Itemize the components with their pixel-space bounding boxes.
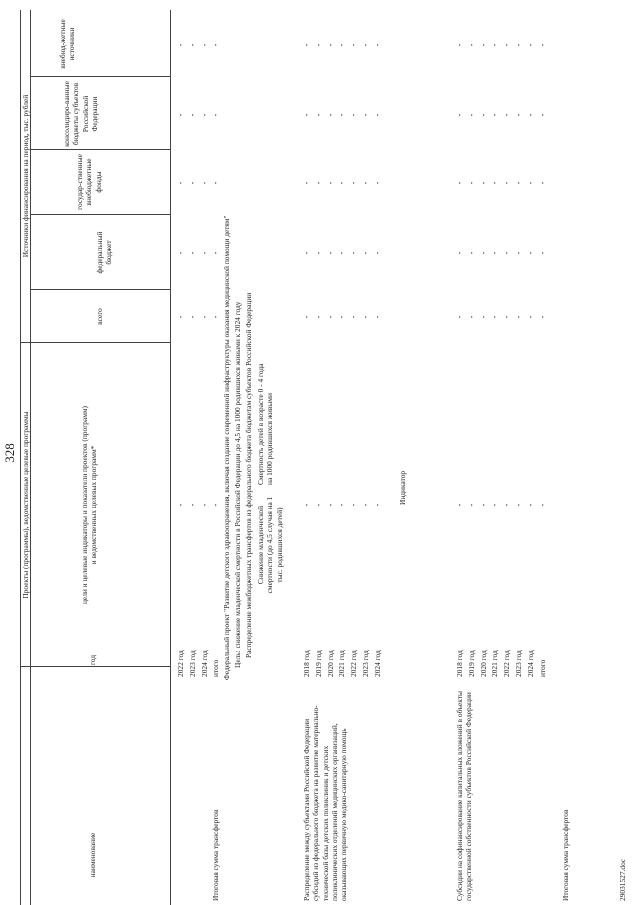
value-dash: - bbox=[490, 113, 500, 117]
value-dash: - bbox=[313, 251, 323, 255]
block3-years bbox=[455, 627, 549, 677]
value-dash: - bbox=[490, 181, 500, 185]
value-dash: - bbox=[514, 315, 523, 319]
indicator-label: Индикатор bbox=[398, 470, 407, 505]
year-cell: 2019 год bbox=[466, 650, 476, 677]
value-dash: - bbox=[337, 113, 347, 117]
block1-years bbox=[176, 627, 223, 677]
value-dash: - bbox=[466, 315, 476, 319]
value-dash: - bbox=[199, 315, 209, 319]
value-dash: - bbox=[466, 43, 476, 47]
value-dash: - bbox=[372, 43, 382, 47]
year-cell: итого bbox=[211, 659, 221, 677]
value-dash: - bbox=[478, 113, 488, 117]
value-dash: - bbox=[502, 181, 512, 185]
value-dash: - bbox=[313, 113, 323, 117]
header-divider bbox=[30, 149, 170, 150]
value-dash: - bbox=[199, 503, 209, 507]
year-cell: 2023 год bbox=[513, 650, 523, 677]
header-goals: цели и целевые индикаторы и показатели проектов (программ) и ведомственных целевых программ* bbox=[80, 405, 99, 605]
value-dash: - bbox=[187, 315, 197, 319]
value-dash: - bbox=[199, 251, 209, 255]
header-regional: консолидиро-ванные бюджеты субъектов Российской Федерации bbox=[62, 81, 99, 147]
value-dash: - bbox=[455, 251, 464, 255]
value-dash: - bbox=[455, 503, 464, 507]
value-dash: - bbox=[490, 315, 500, 319]
header-divider bbox=[30, 289, 170, 290]
indicator-2: Смертность детей в возрасте 0 - 4 года на 1000 родившихся живыми bbox=[256, 363, 275, 485]
value-dash: - bbox=[187, 181, 197, 185]
header-total: всего bbox=[95, 308, 104, 325]
value-dash: - bbox=[514, 181, 523, 185]
value-dash: - bbox=[349, 113, 359, 117]
value-dash: - bbox=[211, 43, 221, 47]
value-dash: - bbox=[455, 181, 464, 185]
value-dash: - bbox=[466, 251, 476, 255]
header-divider bbox=[30, 214, 170, 215]
value-dash: - bbox=[337, 251, 347, 255]
value-dash: - bbox=[525, 43, 535, 47]
value-dash: - bbox=[478, 315, 488, 319]
value-dash: - bbox=[325, 315, 335, 319]
value-dash: - bbox=[502, 503, 512, 507]
value-dash: - bbox=[514, 113, 523, 117]
value-dash: - bbox=[176, 503, 185, 507]
page-number: 328 bbox=[2, 443, 17, 463]
value-dash: - bbox=[525, 503, 535, 507]
value-dash: - bbox=[187, 251, 197, 255]
value-dash: - bbox=[176, 315, 185, 319]
value-dash: - bbox=[302, 503, 311, 507]
value-dash: - bbox=[199, 43, 209, 47]
value-dash: - bbox=[302, 315, 311, 319]
value-dash: - bbox=[176, 113, 185, 117]
value-dash: - bbox=[537, 315, 547, 319]
value-dash: - bbox=[466, 181, 476, 185]
value-dash: - bbox=[372, 251, 382, 255]
value-dash: - bbox=[490, 43, 500, 47]
value-dash: - bbox=[537, 113, 547, 117]
value-dash: - bbox=[325, 503, 335, 507]
value-dash: - bbox=[478, 43, 488, 47]
value-dash: - bbox=[502, 251, 512, 255]
block3-name: Субсидии на софинансирование капитальных вложений в объекты государственной собственности субъектов Российской Федерации bbox=[455, 691, 474, 901]
project-title: Федеральный проект "Развитие детского здравоохранения, включая создание современной инфраструктуры оказания медицинской помощи детям" bbox=[222, 215, 231, 680]
project-goal: Цель: снижение младенческой смертности в Российской Федерации до 4,5 на 1000 родившихся живыми к 2024 году bbox=[233, 301, 242, 668]
value-dash: - bbox=[199, 113, 209, 117]
value-dash: - bbox=[176, 251, 185, 255]
value-dash: - bbox=[514, 251, 523, 255]
value-dash: - bbox=[211, 251, 221, 255]
value-dash: - bbox=[361, 315, 370, 319]
header-extra: внебюд-жетные источники bbox=[58, 19, 77, 69]
year-cell: 2023 год bbox=[360, 650, 370, 677]
year-cell: 2022 год bbox=[502, 650, 512, 677]
value-dash: - bbox=[525, 181, 535, 185]
header-year: год bbox=[88, 654, 97, 666]
year-cell: 2022 год bbox=[349, 650, 359, 677]
value-dash: - bbox=[313, 315, 323, 319]
value-dash: - bbox=[361, 251, 370, 255]
value-dash: - bbox=[349, 315, 359, 319]
value-dash: - bbox=[337, 315, 347, 319]
block3-total-label: Итоговая сумма трансфертов bbox=[561, 809, 570, 901]
value-dash: - bbox=[325, 43, 335, 47]
value-dash: - bbox=[372, 315, 382, 319]
header-name: наименование bbox=[88, 832, 97, 878]
year-cell: 2024 год bbox=[372, 650, 382, 677]
value-dash: - bbox=[455, 113, 464, 117]
value-dash: - bbox=[313, 503, 323, 507]
block2-name: Распределение между субъектами Российской Федерации субсидий из федерального бюджета на развитие материально-технической базы детских поликлиник и детских поликлинических отделений медицинских организаций, оказывающих первичную медико-санитарную помощь bbox=[302, 705, 348, 901]
value-dash: - bbox=[478, 503, 488, 507]
value-dash: - bbox=[372, 503, 382, 507]
block1-total-label: Итоговая сумма трансфертов bbox=[211, 809, 220, 901]
value-dash: - bbox=[176, 181, 185, 185]
value-dash: - bbox=[313, 43, 323, 47]
value-dash: - bbox=[302, 251, 311, 255]
value-dash: - bbox=[514, 43, 523, 47]
year-cell: 2018 год bbox=[302, 650, 311, 677]
value-dash: - bbox=[302, 113, 311, 117]
value-dash: - bbox=[187, 113, 197, 117]
value-dash: - bbox=[478, 181, 488, 185]
value-dash: - bbox=[187, 503, 197, 507]
value-dash: - bbox=[302, 43, 311, 47]
value-dash: - bbox=[537, 251, 547, 255]
header-sources: Источники финансирования на период, тыс. рублей bbox=[21, 94, 30, 258]
value-dash: - bbox=[525, 251, 535, 255]
value-dash: - bbox=[502, 113, 512, 117]
value-dash: - bbox=[337, 181, 347, 185]
year-cell: 2020 год bbox=[325, 650, 335, 677]
value-dash: - bbox=[313, 181, 323, 185]
value-dash: - bbox=[361, 113, 370, 117]
value-dash: - bbox=[361, 503, 370, 507]
indicator-1: Снижение младенческой смертности (до 4,5 случая на 1 тыс. родившихся детей) bbox=[256, 496, 284, 594]
year-cell: 2018 год bbox=[455, 650, 464, 677]
value-dash: - bbox=[349, 503, 359, 507]
value-dash: - bbox=[466, 113, 476, 117]
value-dash: - bbox=[478, 251, 488, 255]
header-funds: государ-ственные внебюджетные фонды bbox=[75, 154, 103, 210]
value-dash: - bbox=[176, 43, 185, 47]
year-cell: 2020 год bbox=[478, 650, 488, 677]
value-dash: - bbox=[211, 113, 221, 117]
value-dash: - bbox=[337, 43, 347, 47]
value-dash: - bbox=[187, 43, 197, 47]
value-dash: - bbox=[211, 315, 221, 319]
value-dash: - bbox=[372, 113, 382, 117]
value-dash: - bbox=[372, 181, 382, 185]
value-dash: - bbox=[537, 503, 547, 507]
block2-years bbox=[302, 627, 385, 677]
value-dash: - bbox=[361, 181, 370, 185]
value-dash: - bbox=[211, 181, 221, 185]
header-federal: федеральный бюджет bbox=[95, 231, 114, 274]
header-divider bbox=[20, 342, 170, 343]
value-dash: - bbox=[349, 251, 359, 255]
value-dash: - bbox=[490, 503, 500, 507]
header-programs: Проекты (программы), ведомственные целевые программы bbox=[21, 411, 30, 599]
year-cell: 2024 год bbox=[199, 650, 209, 677]
value-dash: - bbox=[337, 503, 347, 507]
value-dash: - bbox=[361, 43, 370, 47]
value-dash: - bbox=[490, 251, 500, 255]
project-distribution: Распределение межбюджетных трансфертов из федерального бюджета бюджетам субъектов Российской Федерации bbox=[244, 292, 253, 658]
value-dash: - bbox=[349, 43, 359, 47]
year-cell: 2021 год bbox=[337, 650, 347, 677]
value-dash: - bbox=[537, 43, 547, 47]
value-dash: - bbox=[302, 181, 311, 185]
value-dash: - bbox=[325, 113, 335, 117]
value-dash: - bbox=[466, 503, 476, 507]
value-dash: - bbox=[455, 43, 464, 47]
value-dash: - bbox=[502, 315, 512, 319]
footer-code: 29031527.doc bbox=[618, 858, 627, 901]
value-dash: - bbox=[325, 181, 335, 185]
value-dash: - bbox=[455, 315, 464, 319]
value-dash: - bbox=[502, 43, 512, 47]
year-cell: 2019 год bbox=[313, 650, 323, 677]
value-dash: - bbox=[514, 503, 523, 507]
value-dash: - bbox=[211, 503, 221, 507]
header-bottom-rule bbox=[170, 10, 171, 905]
value-dash: - bbox=[525, 315, 535, 319]
value-dash: - bbox=[349, 181, 359, 185]
value-dash: - bbox=[325, 251, 335, 255]
year-cell: 2021 год bbox=[490, 650, 500, 677]
year-cell: 2022 год bbox=[176, 650, 185, 677]
value-dash: - bbox=[199, 181, 209, 185]
year-cell: 2024 год bbox=[525, 650, 535, 677]
year-cell: 2023 год bbox=[187, 650, 197, 677]
value-dash: - bbox=[537, 181, 547, 185]
value-dash: - bbox=[525, 113, 535, 117]
header-divider bbox=[30, 76, 170, 77]
year-cell: итого bbox=[537, 659, 547, 677]
